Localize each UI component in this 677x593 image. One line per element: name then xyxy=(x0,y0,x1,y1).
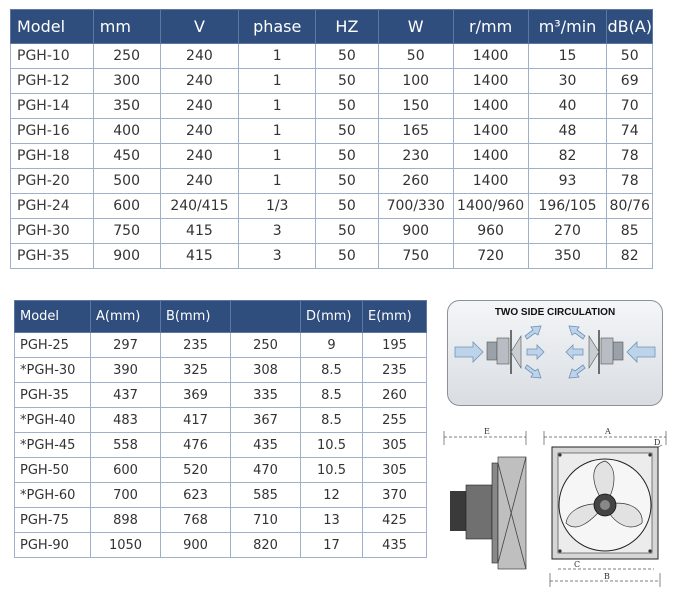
dim-cell: 325 xyxy=(161,358,231,383)
spec-cell: 750 xyxy=(378,244,453,269)
spec-cell: 48 xyxy=(528,119,607,144)
dim-cell: 435 xyxy=(231,433,301,458)
dim-cell: 623 xyxy=(161,483,231,508)
dim-model-cell: *PGH-45 xyxy=(15,433,91,458)
dim-model-cell: *PGH-40 xyxy=(15,408,91,433)
spec-cell: 260 xyxy=(378,169,453,194)
spec-cell: 720 xyxy=(453,244,528,269)
spec-cell: 1400 xyxy=(453,69,528,94)
spec-cell: 100 xyxy=(378,69,453,94)
dim-row xyxy=(15,433,427,458)
dim-col-header: A(mm) xyxy=(91,301,161,333)
spec-cell: 1 xyxy=(239,144,316,169)
spec-cell: 80/76 xyxy=(607,194,653,219)
dim-table-body xyxy=(15,333,427,558)
spec-cell: 270 xyxy=(528,219,607,244)
dim-cell: 10.5 xyxy=(301,458,363,483)
dim-cell: 476 xyxy=(161,433,231,458)
dim-cell: 305 xyxy=(363,458,427,483)
spec-model-cell: PGH-16 xyxy=(11,119,94,144)
dim-cell: 235 xyxy=(363,358,427,383)
spec-cell: 240 xyxy=(160,44,239,69)
dim-row xyxy=(15,533,427,558)
spec-cell: 250 xyxy=(93,44,160,69)
spec-cell: 82 xyxy=(528,144,607,169)
dim-label-d: D xyxy=(654,438,661,447)
dim-col-header: Model xyxy=(15,301,91,333)
dim-col-header: E(mm) xyxy=(363,301,427,333)
dim-cell: 558 xyxy=(91,433,161,458)
spec-row xyxy=(11,44,653,69)
dim-cell: 768 xyxy=(161,508,231,533)
spec-cell: 230 xyxy=(378,144,453,169)
spec-row xyxy=(11,219,653,244)
dim-cell: 369 xyxy=(161,383,231,408)
dim-model-cell: *PGH-30 xyxy=(15,358,91,383)
spec-cell: 300 xyxy=(93,69,160,94)
spec-cell: 1/3 xyxy=(239,194,316,219)
spec-table-body xyxy=(11,44,653,269)
spec-header-row xyxy=(11,10,653,44)
spec-cell: 1400 xyxy=(453,44,528,69)
dim-cell: 255 xyxy=(363,408,427,433)
dim-cell: 1050 xyxy=(91,533,161,558)
dim-col-header: D(mm) xyxy=(301,301,363,333)
dim-cell: 600 xyxy=(91,458,161,483)
spec-cell: 50 xyxy=(316,44,379,69)
spec-model-cell: PGH-24 xyxy=(11,194,94,219)
spec-cell: 450 xyxy=(93,144,160,169)
dim-cell: 9 xyxy=(301,333,363,358)
dim-label-a: A xyxy=(605,427,611,436)
dim-label-e: E xyxy=(484,427,490,436)
dim-cell: 898 xyxy=(91,508,161,533)
dim-cell: 520 xyxy=(161,458,231,483)
circulation-title: TWO SIDE CIRCULATION xyxy=(494,307,616,318)
dim-cell: 8.5 xyxy=(301,383,363,408)
spec-model-cell: PGH-30 xyxy=(11,219,94,244)
spec-row xyxy=(11,119,653,144)
spec-cell: 1400 xyxy=(453,94,528,119)
dim-col-header: B(mm) xyxy=(161,301,231,333)
dim-cell: 585 xyxy=(231,483,301,508)
spec-model-cell: PGH-35 xyxy=(11,244,94,269)
dim-row xyxy=(15,483,427,508)
spec-row xyxy=(11,144,653,169)
spec-cell: 1400 xyxy=(453,144,528,169)
dim-cell: 250 xyxy=(231,333,301,358)
spec-cell: 240 xyxy=(160,94,239,119)
spec-cell: 40 xyxy=(528,94,607,119)
spec-cell: 50 xyxy=(316,219,379,244)
spec-row xyxy=(11,69,653,94)
spec-cell: 50 xyxy=(316,119,379,144)
dim-cell: 700 xyxy=(91,483,161,508)
spec-cell: 600 xyxy=(93,194,160,219)
spec-col-header: V xyxy=(160,10,239,44)
dim-label-b: B xyxy=(604,572,610,581)
spec-cell: 750 xyxy=(93,219,160,244)
spec-cell: 78 xyxy=(607,169,653,194)
spec-cell: 74 xyxy=(607,119,653,144)
dim-cell: 335 xyxy=(231,383,301,408)
spec-cell: 82 xyxy=(607,244,653,269)
dim-row xyxy=(15,383,427,408)
dim-model-cell: PGH-50 xyxy=(15,458,91,483)
dim-label-c: C xyxy=(574,560,581,569)
spec-cell: 50 xyxy=(316,144,379,169)
spec-col-header: W xyxy=(378,10,453,44)
dim-row xyxy=(15,508,427,533)
dim-cell: 10.5 xyxy=(301,433,363,458)
spec-cell: 700/330 xyxy=(378,194,453,219)
spec-cell: 3 xyxy=(239,219,316,244)
spec-model-cell: PGH-14 xyxy=(11,94,94,119)
dim-model-cell: PGH-90 xyxy=(15,533,91,558)
dimension-drawing xyxy=(440,423,676,591)
spec-cell: 165 xyxy=(378,119,453,144)
spec-cell: 50 xyxy=(607,44,653,69)
spec-cell: 30 xyxy=(528,69,607,94)
dim-cell: 8.5 xyxy=(301,358,363,383)
spec-col-header: phase xyxy=(239,10,316,44)
dim-cell: 367 xyxy=(231,408,301,433)
spec-row xyxy=(11,169,653,194)
dim-cell: 235 xyxy=(161,333,231,358)
spec-cell: 350 xyxy=(93,94,160,119)
spec-cell: 69 xyxy=(607,69,653,94)
spec-cell: 50 xyxy=(316,94,379,119)
dim-cell: 820 xyxy=(231,533,301,558)
dim-row xyxy=(15,408,427,433)
dim-cell: 12 xyxy=(301,483,363,508)
spec-model-cell: PGH-12 xyxy=(11,69,94,94)
spec-cell: 1 xyxy=(239,169,316,194)
spec-cell: 960 xyxy=(453,219,528,244)
dim-model-cell: *PGH-60 xyxy=(15,483,91,508)
spec-cell: 500 xyxy=(93,169,160,194)
two-side-circulation-diagram xyxy=(447,300,663,406)
spec-cell: 240 xyxy=(160,169,239,194)
dim-cell: 710 xyxy=(231,508,301,533)
spec-col-header: dB(A) xyxy=(607,10,653,44)
dim-cell: 390 xyxy=(91,358,161,383)
spec-cell: 150 xyxy=(378,94,453,119)
dim-cell: 308 xyxy=(231,358,301,383)
spec-col-header: Model xyxy=(11,10,94,44)
spec-cell: 50 xyxy=(316,69,379,94)
spec-cell: 78 xyxy=(607,144,653,169)
spec-cell: 70 xyxy=(607,94,653,119)
dim-cell: 195 xyxy=(363,333,427,358)
dim-cell: 437 xyxy=(91,383,161,408)
spec-model-cell: PGH-10 xyxy=(11,44,94,69)
dim-cell: 305 xyxy=(363,433,427,458)
spec-cell: 1 xyxy=(239,119,316,144)
spec-cell: 93 xyxy=(528,169,607,194)
spec-cell: 1400/960 xyxy=(453,194,528,219)
fan-spec-table xyxy=(10,9,653,269)
dim-cell: 900 xyxy=(161,533,231,558)
spec-cell: 415 xyxy=(160,244,239,269)
fan-front-view xyxy=(552,447,658,559)
spec-model-cell: PGH-18 xyxy=(11,144,94,169)
dim-cell: 370 xyxy=(363,483,427,508)
spec-cell: 85 xyxy=(607,219,653,244)
spec-cell: 240 xyxy=(160,69,239,94)
spec-col-header: m³/min xyxy=(528,10,607,44)
spec-row xyxy=(11,194,653,219)
dim-cell: 483 xyxy=(91,408,161,433)
spec-model-cell: PGH-20 xyxy=(11,169,94,194)
spec-cell: 3 xyxy=(239,244,316,269)
dimension-table xyxy=(14,300,427,558)
spec-cell: 900 xyxy=(93,244,160,269)
dim-cell: 260 xyxy=(363,383,427,408)
fan-side-view xyxy=(450,457,526,569)
spec-cell: 240/415 xyxy=(160,194,239,219)
spec-cell: 50 xyxy=(316,194,379,219)
spec-row xyxy=(11,244,653,269)
spec-col-header: HZ xyxy=(316,10,379,44)
dim-cell: 470 xyxy=(231,458,301,483)
dim-cell: 13 xyxy=(301,508,363,533)
dim-col-header xyxy=(231,301,301,333)
spec-cell: 1400 xyxy=(453,119,528,144)
spec-cell: 1 xyxy=(239,94,316,119)
dim-row xyxy=(15,358,427,383)
spec-cell: 50 xyxy=(316,244,379,269)
spec-cell: 196/105 xyxy=(528,194,607,219)
spec-cell: 50 xyxy=(316,169,379,194)
dim-model-cell: PGH-75 xyxy=(15,508,91,533)
dim-model-cell: PGH-35 xyxy=(15,383,91,408)
dim-model-cell: PGH-25 xyxy=(15,333,91,358)
dim-row xyxy=(15,333,427,358)
dim-cell: 17 xyxy=(301,533,363,558)
dim-row xyxy=(15,458,427,483)
spec-cell: 1400 xyxy=(453,169,528,194)
spec-col-header: r/mm xyxy=(453,10,528,44)
spec-cell: 240 xyxy=(160,119,239,144)
spec-cell: 15 xyxy=(528,44,607,69)
spec-col-header: mm xyxy=(93,10,160,44)
spec-cell: 1 xyxy=(239,69,316,94)
dim-cell: 425 xyxy=(363,508,427,533)
spec-cell: 415 xyxy=(160,219,239,244)
spec-cell: 350 xyxy=(528,244,607,269)
dim-cell: 8.5 xyxy=(301,408,363,433)
dim-header-row xyxy=(15,301,427,333)
spec-cell: 240 xyxy=(160,144,239,169)
dim-cell: 435 xyxy=(363,533,427,558)
dim-cell: 417 xyxy=(161,408,231,433)
spec-row xyxy=(11,94,653,119)
spec-cell: 900 xyxy=(378,219,453,244)
spec-cell: 50 xyxy=(378,44,453,69)
spec-cell: 1 xyxy=(239,44,316,69)
spec-cell: 400 xyxy=(93,119,160,144)
dim-cell: 297 xyxy=(91,333,161,358)
